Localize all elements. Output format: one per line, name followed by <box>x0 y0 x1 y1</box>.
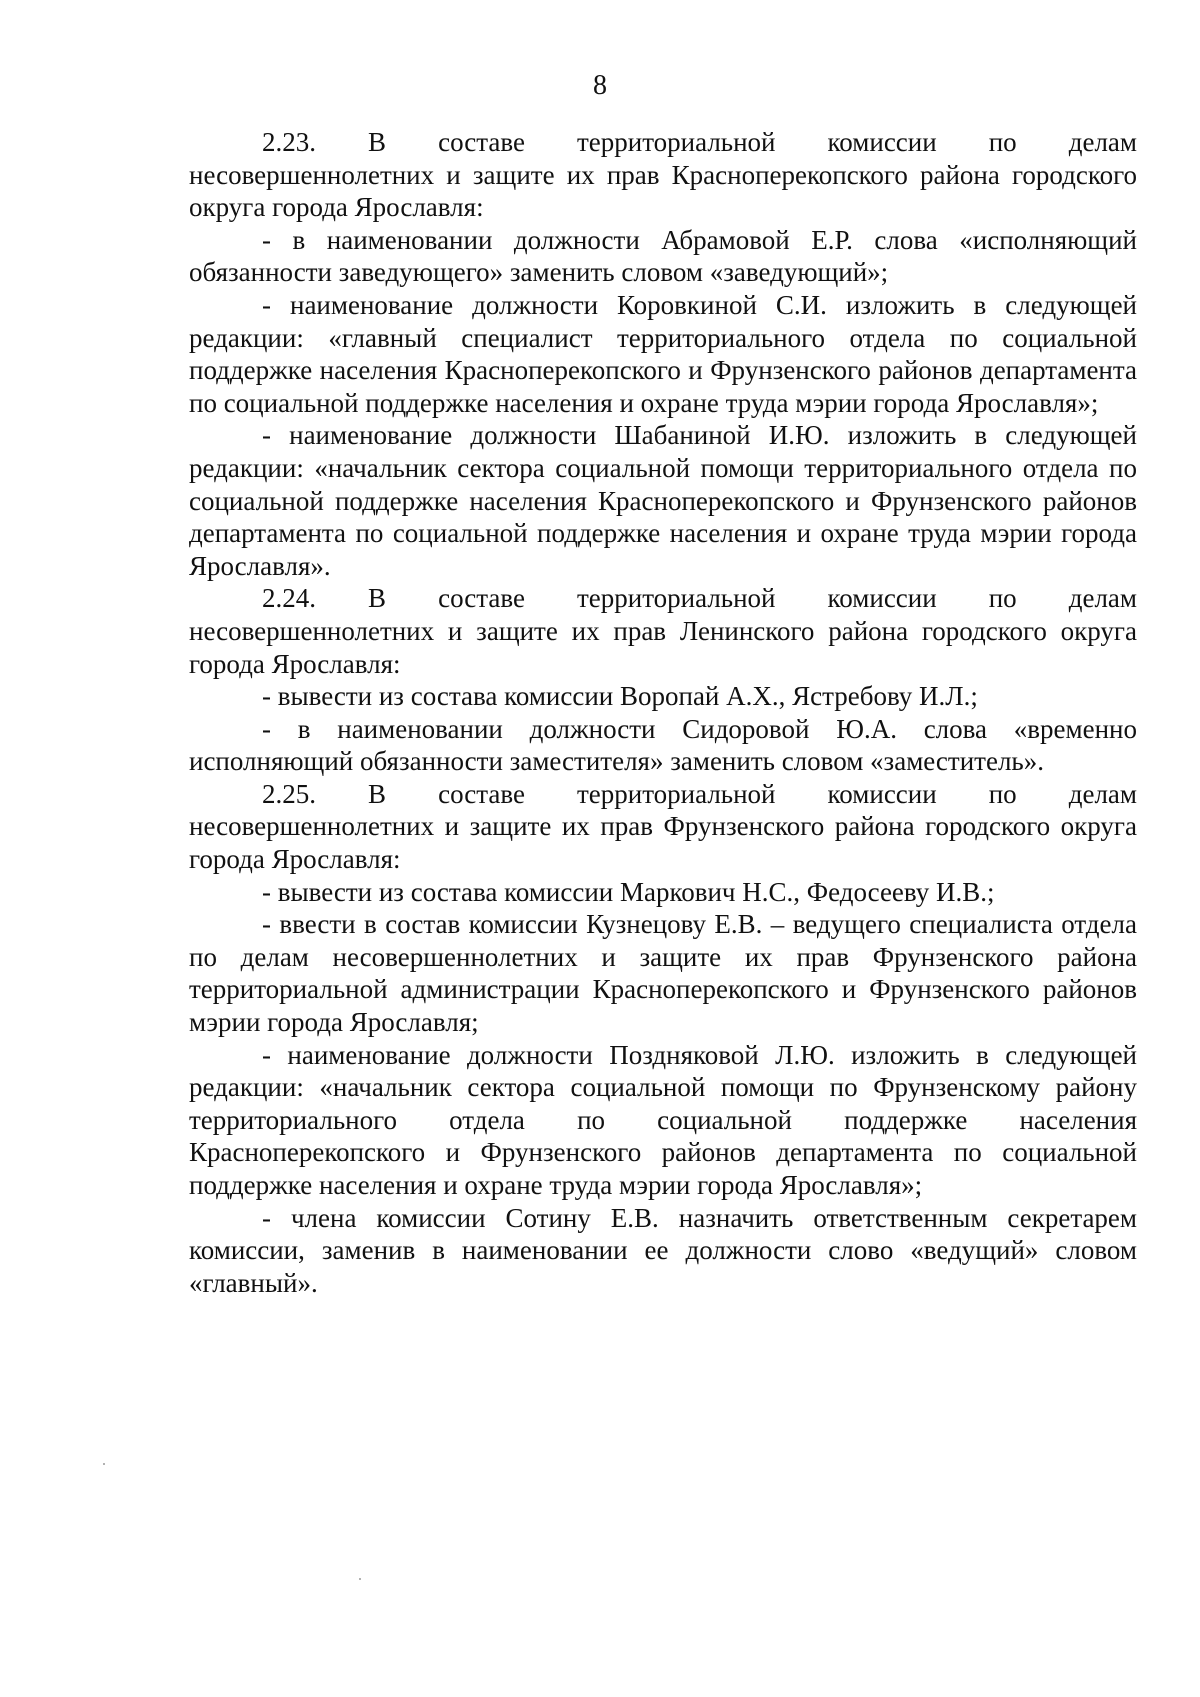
list-item-abramova: - в наименовании должности Абрамовой Е.Р. слова «исполняющий обязанности заведующего» заменить словом «заведующий»; <box>189 224 1137 288</box>
clause-heading-2-24: 2.24. В составе территориальной комиссии по делам <box>262 583 1137 614</box>
list-item-sidorova: - в наименовании должности Сидоровой Ю.А. слова «временно исполняющий обязанности заместителя» заменить словом «заместитель». <box>189 713 1137 777</box>
paragraph-2-25 <box>189 778 1137 876</box>
list-item-voropay: - вывести из состава комиссии Воропай А.Х., Ястребову И.Л.; <box>262 681 978 712</box>
clause-text-2-25: несовершеннолетних и защите их прав Фрунзенского района городского округа города Ярославля: <box>189 811 1137 875</box>
clause-heading-2-23: 2.23. В составе территориальной комиссии по делам <box>262 127 1137 157</box>
list-item-pozdnyakova: - наименование должности Поздняковой Л.Ю. изложить в следующей редакции: «начальник сектора социальной помощи по Фрунзенскому району территориального отдела по социальной поддержке населения Красноперекопского и Фрунзенского районов департамента по социальной поддержке населения и охране труда мэрии города Ярославля»; <box>189 1039 1137 1200</box>
list-item-sotina: - члена комиссии Сотину Е.В. назначить ответственным секретарем комиссии, заменив в наименовании ее должности слово «ведущий» словом «главный». <box>189 1202 1137 1298</box>
page-number: 8 <box>593 70 607 101</box>
list-item-shabanina: - наименование должности Шабаниной И.Ю. изложить в следующей редакции: «начальник сектора социальной помощи территориального отдела по социальной поддержке населения Красноперекопского и Фрунзенского районов департамента по социальной поддержке населения и охране труда мэрии города Ярославля». <box>189 420 1137 581</box>
list-item-korovkina: - наименование должности Коровкиной С.И. изложить в следующей редакции: «главный специалист территориального отдела по социальной поддержке населения Красноперекопского и Фрунзенского районов департамента по социальной поддержке населения и охране труда мэрии города Ярославля»; <box>189 289 1137 418</box>
paragraph-2-24 <box>189 582 1137 680</box>
list-item-kuznetsova: - ввести в состав комиссии Кузнецову Е.В. – ведущего специалиста отдела по делам несовершеннолетних и защите их прав Фрунзенского района территориальной администрации Красноперекопского и Фрунзенского районов мэрии города Ярославля; <box>189 909 1137 1038</box>
clause-heading-2-25: 2.25. В составе территориальной комиссии по делам <box>262 778 1137 809</box>
clause-text-2-24: несовершеннолетних и защите их прав Ленинского района городского округа города Ярославля: <box>189 615 1137 679</box>
scan-speck <box>359 1578 361 1580</box>
scan-speck <box>103 1463 105 1465</box>
document-body <box>189 126 1137 1299</box>
paragraph-2-23 <box>189 126 1137 224</box>
clause-text-2-23: несовершеннолетних и защите их прав Красноперекопского района городского округа города Ярославля: <box>189 159 1137 223</box>
list-item-markovich: - вывести из состава комиссии Маркович Н.С., Федосееву И.В.; <box>262 876 995 907</box>
